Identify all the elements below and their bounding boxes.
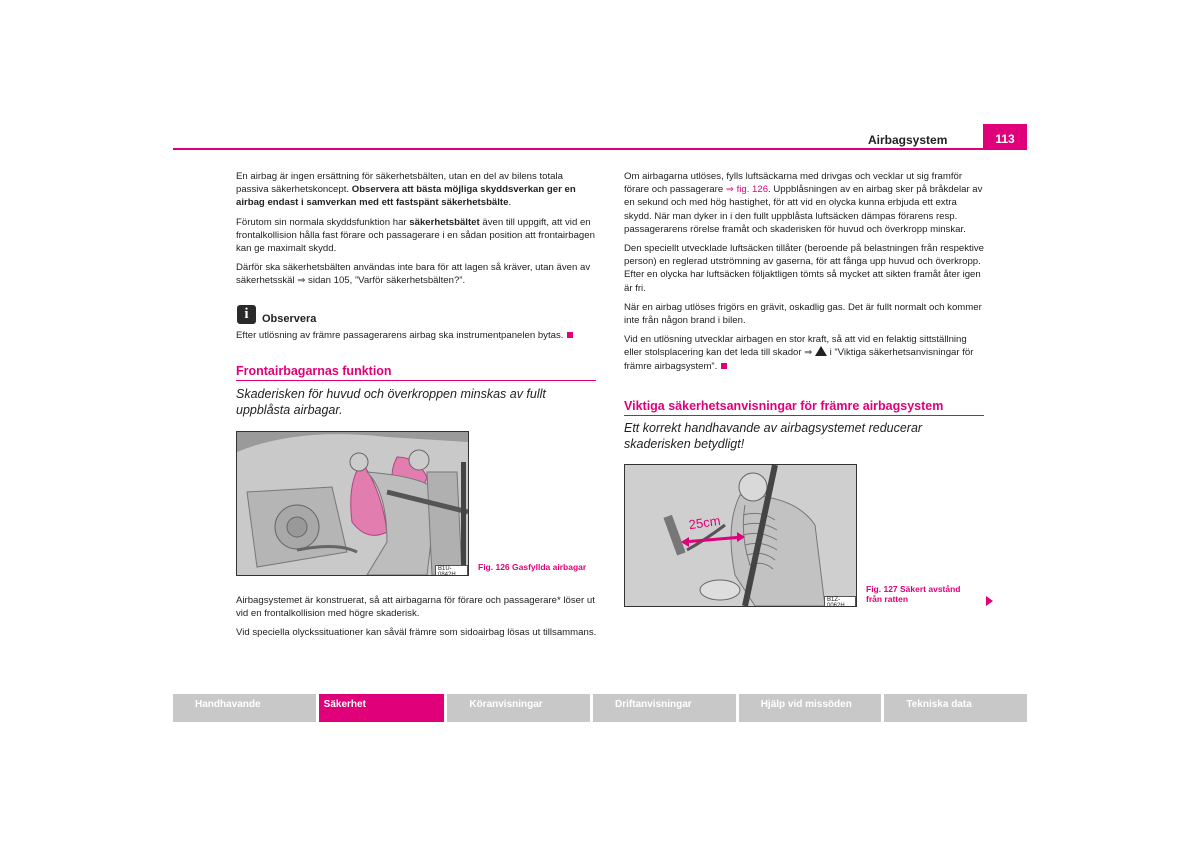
paragraph: När en airbag utlöses frigörs en grävit, oskadlig gas. Det är fullt normalt och kommer inte från någon brand i bilen. [624,301,982,327]
chapter-nav [173,694,1027,722]
text: även till uppgift, att vid en frontalkollision hålla fast förare och passagerare i en sådan position att frontairbagen kan ge maximalt skydd. [236,216,595,255]
paragraph [624,170,986,236]
paragraph [236,216,598,256]
section-heading: Viktiga säkerhetsanvisningar för främre airbagsystem [624,399,984,416]
text: . Uppblåsningen av en airbag sker på bråkdelar av en sekund och med hög hastighet, för att vid en olycka kunna erbjuda ett extra skydd. När man dyker in i den fullt uppblåsta luftsäcken dämpas förarens resp. passagerarens rörelse framåt och skaderisken för huvud och överkropp minskar. [624,184,983,235]
paragraph: Vid speciella olyckssituationer kan såväl främre som sidoairbag lösas ut tillsammans. [236,627,597,639]
paragraph [624,333,986,373]
section-lead: Ett korrekt handhavande av airbagsystemet reducerar skaderisken betydligt! [624,421,923,451]
text: Om airbagarna utlöses, fylls luftsäckarna med drivgas och vecklar ut sig framför förare och passagerare [624,171,963,196]
warning-icon[interactable] [815,346,827,356]
paragraph: Därför ska säkerhetsbälten användas inte bara för att lagen så kräver, utan även av säkerhetsskäl ⇒ sidan 105, ”Varför säkerhetsbälten?”. [236,262,591,287]
info-icon: i [237,305,256,324]
left-column-intro [236,170,598,294]
paragraph: Airbagsystemet är konstruerat, så att airbagarna för förare och passagerare* löser ut vid en frontalkollision med högre skaderisk. [236,595,595,620]
text: Vid en utlösning utvecklar airbagen en stor kraft, så att vid en felaktig sittställning eller stolsplacering kan det leda till skador ⇒ [624,334,967,359]
figure-caption: Fig. 126 Gasfyllda airbagar [478,562,587,572]
paragraph: Den speciellt utvecklade luftsäcken tillåter (beroende på belastningen från respektive person) en reglerad utströmning av gaserna, för att fånga upp huvud och överkropp. Efter en olycka har luftsäcken följaktligen tömts så mycket att sikten framåt åter igen är fri. [624,243,984,294]
figure-airbags [236,431,469,576]
text: En airbag är ingen ersättning för säkerhetsbälten, utan en del av bilens totala passiva säkerhetskoncept. [236,171,563,196]
paragraph [236,170,598,210]
tab-handhavande[interactable]: Handhavande [173,694,316,722]
figure-code: B1Z-0062H [824,596,856,607]
airbag-illustration [237,432,468,575]
right-column-text [624,170,986,379]
note-text: Efter utlösning av främre passagerarens airbag ska instrumentpanelen bytas. [236,330,564,341]
end-square-icon [721,363,727,369]
figure-steering-distance [624,464,857,607]
end-square-icon [567,332,573,338]
figure-code: B1U-0842H [435,565,468,576]
text: i ”Viktiga säkerhetsanvisningar för främre airbagsystem”. [624,347,974,372]
section-title: Airbagsystem [868,133,948,147]
tab-driftanvisningar[interactable]: Driftanvisningar [593,694,736,722]
text: Förutom sin normala skyddsfunktion har [236,216,410,228]
bold-text: Observera att bästa möjliga skyddsverkan ger en airbag endast i samverkan med ett fastspänt säkerhetsbälte [236,184,576,209]
note-text-block [236,329,598,342]
tab-tekniska-data[interactable]: Tekniska data [884,694,1027,722]
distance-illustration [625,465,856,606]
tab-sakerhet[interactable]: Säkerhet [319,694,445,722]
text: . [508,197,512,209]
note-title: Observera [262,313,317,325]
page-number: 113 [983,124,1027,149]
distance-label: 25cm [687,512,722,533]
section-lead: Skaderisken för huvud och överkroppen minskas av fullt uppblåsta airbagar. [236,387,546,417]
figure-caption: Fig. 127 Säkert avstånd från ratten [866,584,961,604]
tab-hjalp-vid-missoden[interactable]: Hjälp vid missöden [739,694,882,722]
figure-link[interactable]: ⇒ fig. 126 [725,184,769,196]
continue-arrow-icon [986,596,993,606]
section-heading: Frontairbagarnas funktion [236,364,596,381]
left-column-bottom [236,594,598,646]
header-rule [173,148,1027,150]
tab-koranvisningar[interactable]: Köranvisningar [447,694,590,722]
bold-text: säkerhetsbältet [409,216,480,228]
